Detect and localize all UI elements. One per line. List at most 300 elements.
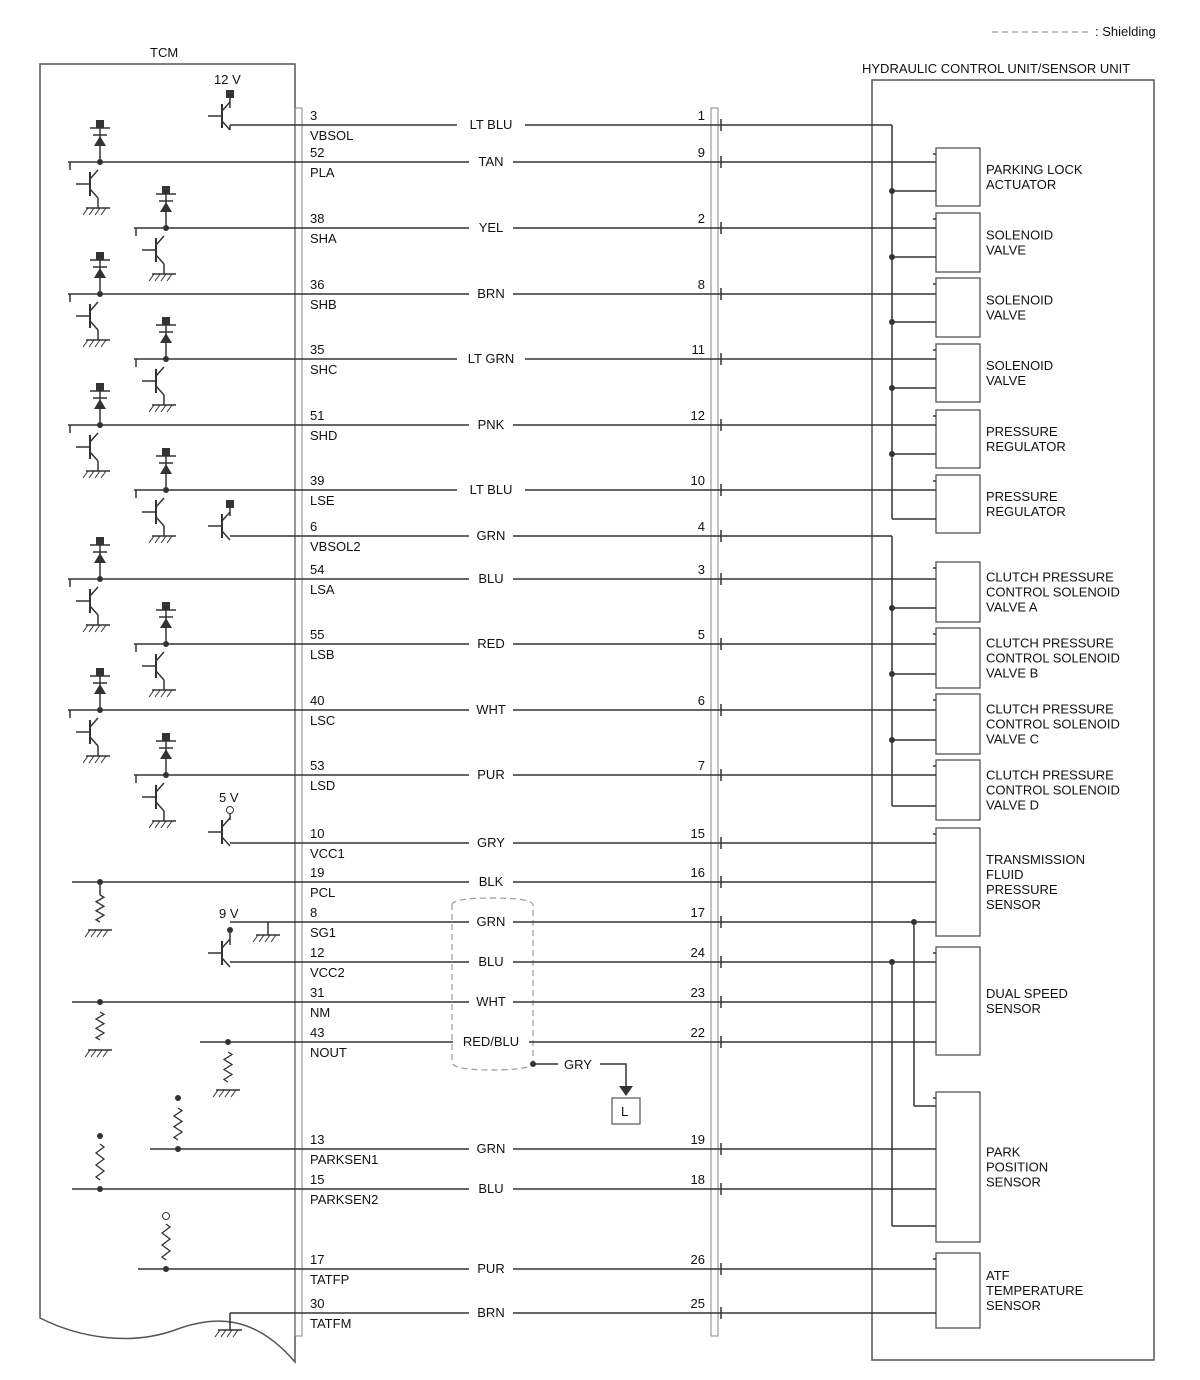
wire-tatfp xyxy=(230,1252,721,1287)
ground-hatch xyxy=(219,1090,224,1097)
tcm-pin-number: 36 xyxy=(310,277,325,292)
flyback-diode xyxy=(156,317,176,359)
component-11 xyxy=(933,828,1085,936)
component-label: SENSOR xyxy=(986,1001,1041,1016)
tcm-pin-name: SHA xyxy=(310,231,337,246)
tcm-pin-name: PCL xyxy=(310,885,336,900)
tcm-pin-number: 43 xyxy=(310,1025,325,1040)
transistor-collector xyxy=(156,236,164,245)
hcu-pin-number: 25 xyxy=(690,1296,705,1311)
solenoid-low-side-driver-1 xyxy=(68,120,230,215)
component-10 xyxy=(933,760,1120,820)
driver-transistor xyxy=(142,236,164,264)
wire-sg1 xyxy=(230,905,721,940)
hcu-pin-number: 15 xyxy=(690,826,705,841)
wire-color-label: GRN xyxy=(476,528,506,543)
tcm-pin-number: 54 xyxy=(310,562,325,577)
hcu-pin-number: 9 xyxy=(697,145,705,160)
transistor-collector xyxy=(222,939,230,948)
vbsol2-bus xyxy=(721,536,936,806)
diode-terminal xyxy=(162,733,170,741)
diode-arrow xyxy=(94,684,106,694)
component-label: PRESSURE xyxy=(986,489,1058,504)
tcm-title: TCM xyxy=(150,45,179,60)
ground-symbol xyxy=(83,756,110,763)
hcu-pin-number: 6 xyxy=(697,693,705,708)
wire-nout xyxy=(230,1025,721,1060)
ground-hatch xyxy=(233,1330,238,1337)
hcu-pin-number: 1 xyxy=(697,108,705,123)
tcm-pin-name: LSE xyxy=(310,493,335,508)
tcm-pin-name: TATFP xyxy=(310,1272,350,1287)
component-body xyxy=(936,278,980,337)
flyback-diode xyxy=(156,733,176,775)
wire-vbsol xyxy=(230,108,721,143)
flyback-diode xyxy=(90,252,110,294)
wire-lsa xyxy=(230,562,721,597)
tcm-pin-name: SHB xyxy=(310,297,337,312)
hcu-pin-number: 16 xyxy=(690,865,705,880)
component-label: FLUID xyxy=(986,867,1024,882)
component-label: ACTUATOR xyxy=(986,177,1057,192)
tcm-pin-number: 15 xyxy=(310,1172,325,1187)
component-label: REGULATOR xyxy=(986,504,1066,519)
nm-pulldown xyxy=(72,999,230,1057)
tcm-pin-number: 31 xyxy=(310,985,325,1000)
wire-color-label: WHT xyxy=(476,994,506,1009)
hcu-title: HYDRAULIC CONTROL UNIT/SENSOR UNIT xyxy=(862,61,1131,76)
wire-parksen2 xyxy=(230,1172,721,1207)
flyback-diode xyxy=(90,668,110,710)
shield-drain-color: GRY xyxy=(564,1057,592,1072)
tcm-pin-name: NOUT xyxy=(310,1045,347,1060)
solenoid-low-side-driver-8 xyxy=(134,602,230,697)
transistor-emitter xyxy=(156,386,164,395)
wire-color-label: PNK xyxy=(477,417,505,432)
solenoid-low-side-driver-5 xyxy=(68,383,230,478)
wire-parksen1 xyxy=(230,1132,721,1167)
component-body xyxy=(936,213,980,272)
ground-hatch xyxy=(95,208,100,215)
wire-lse xyxy=(230,473,721,508)
tcm-pin-number: 19 xyxy=(310,865,325,880)
driver-transistor xyxy=(76,718,98,746)
pullup-terminal xyxy=(175,1095,181,1101)
ground-symbol xyxy=(85,930,112,937)
component-5 xyxy=(933,410,1066,468)
tcm-internal-circuits xyxy=(68,90,280,1337)
diode-arrow xyxy=(94,553,106,563)
component-9 xyxy=(933,694,1120,754)
ground-hatch xyxy=(167,536,172,543)
hcu-pin-number: 11 xyxy=(691,342,705,357)
component-7 xyxy=(933,562,1120,622)
ground-hatch xyxy=(227,1330,232,1337)
hcu-pin-number: 8 xyxy=(697,277,705,292)
hcu-pin-number: 23 xyxy=(690,985,705,1000)
component-label: VALVE xyxy=(986,242,1026,258)
wire-lsc xyxy=(230,693,721,728)
diode-terminal xyxy=(162,317,170,325)
tcm-pin-number: 55 xyxy=(310,627,325,642)
wire-color-label: BLU xyxy=(478,571,504,586)
ground-hatch xyxy=(161,405,166,412)
wire-color-label: BRN xyxy=(477,1305,505,1320)
shield-drain-junction xyxy=(530,1061,536,1067)
ground-hatch xyxy=(149,405,154,412)
wire-vcc1 xyxy=(230,826,721,861)
ground-hatch xyxy=(89,340,94,347)
ground-hatch xyxy=(167,405,172,412)
transistor-collector xyxy=(156,367,164,376)
diode-terminal xyxy=(96,120,104,128)
ground-hatch xyxy=(83,756,88,763)
ground-hatch xyxy=(161,821,166,828)
ground-hatch xyxy=(101,471,106,478)
component-1 xyxy=(933,148,1083,206)
ground-hatch xyxy=(161,536,166,543)
component-body xyxy=(936,628,980,688)
component-label: CONTROL SOLENOID xyxy=(986,716,1120,732)
solenoid-low-side-driver-4 xyxy=(134,317,230,412)
ground-hatch xyxy=(101,208,106,215)
vbsol2-high-side-driver xyxy=(208,500,234,540)
component-label: PRESSURE xyxy=(986,882,1058,897)
wire-color-label: TAN xyxy=(478,154,504,169)
transistor-emitter xyxy=(90,606,98,615)
ground-hatch xyxy=(149,536,154,543)
tcm-pin-name: VCC1 xyxy=(310,846,345,861)
diode-terminal xyxy=(96,537,104,545)
wire-nm xyxy=(230,985,721,1020)
ground-symbol xyxy=(83,625,110,632)
diode-arrow xyxy=(94,268,106,278)
ground-hatch xyxy=(155,821,160,828)
tcm-pin-number: 13 xyxy=(310,1132,325,1147)
hcu-pin-number: 10 xyxy=(690,473,705,488)
transistor-collector xyxy=(90,302,98,311)
transistor-collector xyxy=(156,498,164,507)
supply-terminal xyxy=(226,90,234,98)
flyback-diode xyxy=(156,186,176,228)
wire-vcc2 xyxy=(230,945,721,980)
ground-hatch xyxy=(95,340,100,347)
wire-color-label: PUR xyxy=(477,767,505,782)
flyback-diode xyxy=(90,120,110,162)
component-label: PARK xyxy=(986,1144,1021,1160)
tcm-pin-name: PARKSEN2 xyxy=(310,1192,379,1207)
transistor-collector xyxy=(90,587,98,596)
nout-resistor xyxy=(224,1052,232,1082)
transistor-collector xyxy=(90,718,98,727)
voltage-5v-label: 5 V xyxy=(219,790,239,805)
transistor-collector xyxy=(156,783,164,792)
wire-shc xyxy=(230,342,721,377)
tcm-connector xyxy=(295,108,302,1336)
nm-resistor xyxy=(96,1012,104,1040)
component-label: CLUTCH PRESSURE xyxy=(986,569,1114,585)
component-label: VALVE C xyxy=(986,731,1039,747)
ground-hatch xyxy=(83,625,88,632)
ground-hatch xyxy=(95,756,100,763)
diode-terminal xyxy=(96,383,104,391)
ground-hatch xyxy=(83,208,88,215)
ground-symbol xyxy=(149,536,176,543)
component-body xyxy=(936,148,980,206)
component-body xyxy=(936,344,980,402)
tcm-pin-number: 52 xyxy=(310,145,325,160)
wire-color-label: BLU xyxy=(478,954,504,969)
high-side-transistor xyxy=(208,512,230,540)
component-label: VALVE A xyxy=(986,599,1038,615)
diode-arrow xyxy=(160,202,172,212)
supply-terminal xyxy=(226,500,234,508)
wire-color-label: BLK xyxy=(478,874,504,889)
solenoid-low-side-driver-9 xyxy=(68,668,230,763)
wire-color-label: BLU xyxy=(478,1181,504,1196)
ground-hatch xyxy=(215,1330,220,1337)
sg1-ground xyxy=(253,922,280,942)
diode-terminal xyxy=(96,252,104,260)
ground-hatch xyxy=(231,1090,236,1097)
high-side-transistor xyxy=(208,102,230,130)
ground-hatch xyxy=(271,935,276,942)
tcm-pin-number: 53 xyxy=(310,758,325,773)
tcm-pin-name: PLA xyxy=(310,165,335,180)
wire-lsd xyxy=(230,758,721,793)
shield-drain-arrow xyxy=(619,1086,633,1096)
driver-transistor xyxy=(142,498,164,526)
ground-hatch xyxy=(253,935,258,942)
tcm-pin-name: SG1 xyxy=(310,925,337,940)
wire-color-label: GRN xyxy=(476,914,506,929)
ground-hatch xyxy=(161,690,166,697)
tcm-pin-number: 51 xyxy=(310,408,325,423)
tcm-pin-number: 40 xyxy=(310,693,325,708)
tcm-pin-name: PARKSEN1 xyxy=(310,1152,379,1167)
transistor-collector xyxy=(222,102,230,111)
solenoid-low-side-driver-3 xyxy=(68,252,230,347)
shielding-legend-label: : Shielding xyxy=(1095,24,1156,39)
diode-arrow xyxy=(160,333,172,343)
transistor-emitter xyxy=(222,837,230,846)
pullup-terminal xyxy=(97,1133,103,1139)
tcm-pin-number: 35 xyxy=(310,342,325,357)
tcm-pin-name: LSA xyxy=(310,582,335,597)
component-body xyxy=(936,562,980,622)
component-body xyxy=(936,947,980,1055)
tcm-pin-name: SHD xyxy=(310,428,338,443)
component-body xyxy=(936,475,980,533)
ground-hatch xyxy=(83,471,88,478)
ground-hatch xyxy=(265,935,270,942)
ground-hatch xyxy=(155,690,160,697)
ground-hatch xyxy=(259,935,264,942)
wire-lsb xyxy=(230,627,721,662)
driver-transistor xyxy=(76,587,98,615)
transistor-emitter xyxy=(90,452,98,461)
wire-sha xyxy=(230,211,721,246)
diode-arrow xyxy=(94,136,106,146)
component-label: SENSOR xyxy=(986,897,1041,912)
tcm-pin-number: 6 xyxy=(310,519,318,534)
vcc1-5v-supply xyxy=(208,807,234,847)
voltage-9v-label: 9 V xyxy=(219,906,239,921)
tatfm-ground xyxy=(215,1313,242,1337)
tcm-pin-name: SHC xyxy=(310,362,338,377)
hcu-pin-number: 17 xyxy=(690,905,705,920)
transistor-emitter xyxy=(222,531,230,540)
driver-transistor xyxy=(142,367,164,395)
component-label: TEMPERATURE xyxy=(986,1283,1084,1298)
tcm-pin-name: TATFM xyxy=(310,1316,352,1331)
hcu-pin-number: 24 xyxy=(690,945,705,960)
driver-transistor xyxy=(76,170,98,198)
component-label: REGULATOR xyxy=(986,439,1066,454)
tcm-pin-number: 8 xyxy=(310,905,318,920)
diode-terminal xyxy=(162,186,170,194)
wire-color-label: YEL xyxy=(478,220,504,235)
wire-color-label: BRN xyxy=(477,286,505,301)
parksen1-resistor xyxy=(174,1108,182,1140)
component-4 xyxy=(933,344,1053,402)
ground-hatch xyxy=(155,536,160,543)
tcm-pin-name: VCC2 xyxy=(310,965,345,980)
transistor-emitter xyxy=(222,958,230,967)
wire-pla xyxy=(230,145,721,180)
ground-symbol xyxy=(83,340,110,347)
ground-hatch xyxy=(97,930,102,937)
component-body xyxy=(936,1253,980,1328)
wire-color-label: GRY xyxy=(477,835,505,850)
tcm-pin-number: 30 xyxy=(310,1296,325,1311)
diode-arrow xyxy=(160,618,172,628)
component-body xyxy=(936,1092,980,1242)
nout-pulldown xyxy=(200,1039,240,1097)
wire-color-label: LT BLU xyxy=(469,117,513,132)
ground-symbol xyxy=(149,405,176,412)
parksen-pullups xyxy=(72,1095,230,1192)
ground-hatch xyxy=(97,1050,102,1057)
hcu-pin-number: 5 xyxy=(697,627,705,642)
transistor-collector xyxy=(156,652,164,661)
regulator-transistor xyxy=(208,818,230,846)
wire-color-label: LT BLU xyxy=(469,482,513,497)
component-label: VALVE xyxy=(986,373,1026,388)
transistor-emitter xyxy=(90,321,98,330)
tatfp-resistor xyxy=(162,1224,170,1260)
ground-symbol xyxy=(149,821,176,828)
component-label: VALVE xyxy=(986,307,1026,323)
wire-color-label: RED xyxy=(477,636,505,651)
ground-hatch xyxy=(91,930,96,937)
ground-symbol xyxy=(149,274,176,281)
component-label: CONTROL SOLENOID xyxy=(986,650,1120,666)
ground-hatch xyxy=(103,930,108,937)
ground-hatch xyxy=(101,340,106,347)
resistor-zigzag xyxy=(96,895,104,922)
flyback-diode xyxy=(156,602,176,644)
component-label: DUAL SPEED xyxy=(986,986,1068,1001)
wire-color-label: WHT xyxy=(476,702,506,717)
hcu-pin-number: 18 xyxy=(690,1172,705,1187)
transistor-collector xyxy=(222,818,230,827)
driver-transistor xyxy=(76,302,98,330)
transistor-emitter xyxy=(156,517,164,526)
transistor-emitter xyxy=(90,737,98,746)
solenoid-low-side-driver-7 xyxy=(68,537,230,632)
tcm-pin-name: VBSOL xyxy=(310,128,354,143)
pullup-open-terminal xyxy=(163,1213,170,1220)
tcm-pin-name: VBSOL2 xyxy=(310,539,361,554)
component-body xyxy=(936,694,980,754)
tcm-pin-number: 12 xyxy=(310,945,325,960)
supply-open-terminal xyxy=(227,807,234,814)
ground-hatch xyxy=(85,1050,90,1057)
flyback-diode xyxy=(90,383,110,425)
ground-symbol xyxy=(215,1330,242,1337)
resistor-zigzag xyxy=(162,1224,170,1260)
transistor-collector xyxy=(90,433,98,442)
ground-symbol xyxy=(85,1050,112,1057)
transistor-emitter xyxy=(156,255,164,264)
ground-hatch xyxy=(91,1050,96,1057)
component-label: PARKING LOCK xyxy=(986,162,1083,177)
hcu-internal xyxy=(721,125,1120,1328)
ground-hatch xyxy=(89,625,94,632)
ground-l-label: L xyxy=(621,1104,629,1119)
ground-hatch xyxy=(167,690,172,697)
component-label: TRANSMISSION xyxy=(986,852,1085,867)
solenoid-low-side-driver-6 xyxy=(134,448,230,543)
solenoid-low-side-driver-10 xyxy=(134,733,230,828)
component-label: CONTROL SOLENOID xyxy=(986,584,1120,600)
vcc2-9v-supply xyxy=(208,927,233,967)
ground-hatch xyxy=(167,274,172,281)
diode-terminal xyxy=(96,668,104,676)
hcu-pin-number: 4 xyxy=(697,519,705,534)
wire-vbsol2 xyxy=(230,519,721,554)
ground-hatch xyxy=(149,274,154,281)
component-label: SOLENOID xyxy=(986,292,1054,308)
wires-layer xyxy=(230,108,721,1331)
flyback-diode xyxy=(156,448,176,490)
tatfp-pullup xyxy=(138,1213,230,1273)
resistor-zigzag xyxy=(224,1052,232,1082)
component-14 xyxy=(933,1253,1084,1328)
ground-hatch xyxy=(103,1050,108,1057)
component-label: ATF xyxy=(986,1268,1010,1283)
hcu-pin-number: 22 xyxy=(690,1025,705,1040)
ground-hatch xyxy=(155,405,160,412)
ground-symbol xyxy=(253,935,280,942)
transistor-collector xyxy=(222,512,230,521)
ground-hatch xyxy=(89,756,94,763)
vbsol-bus xyxy=(721,125,936,519)
ground-symbol xyxy=(149,690,176,697)
component-label: CLUTCH PRESSURE xyxy=(986,635,1114,651)
wire-shb xyxy=(230,277,721,312)
ground-hatch xyxy=(85,930,90,937)
ground-hatch xyxy=(225,1090,230,1097)
ground-symbol xyxy=(83,471,110,478)
wire-color-label: PUR xyxy=(477,1261,505,1276)
tcm-pin-number: 17 xyxy=(310,1252,325,1267)
tcm-pin-number: 10 xyxy=(310,826,325,841)
component-body xyxy=(936,828,980,936)
component-2 xyxy=(933,213,1053,272)
ground-hatch xyxy=(83,340,88,347)
